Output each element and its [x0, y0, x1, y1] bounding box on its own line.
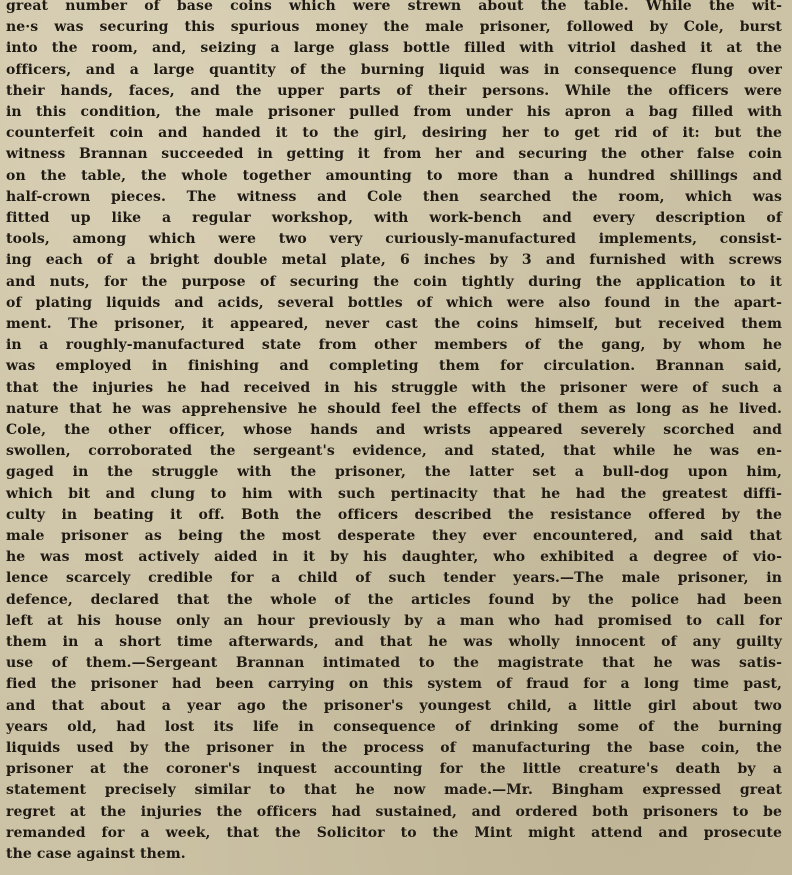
text-line: was employed in finishing and completing them for circulation. Brannan said, [6, 358, 782, 375]
text-line: lence scarcely credible for a child of such tender years.—The male prisoner, in [6, 570, 782, 587]
text-line: nature that he was apprehensive he should feel the effects of them as long as he lived. [6, 400, 782, 417]
text-line: witness Brannan succeeded in getting it from her and securing the other false coin [6, 146, 782, 163]
text-line: fitted up like a regular workshop, with work-bench and every description of [6, 210, 782, 226]
text-line: statement precisely similar to that he now made.—Mr. Bingham expressed great [6, 782, 782, 799]
text-line: of plating liquids and acids, several bottles of which were also found in the apart- [6, 294, 782, 311]
text-line: half-crown pieces. The witness and Cole then searched the room, which was [6, 188, 782, 205]
text-line: regret at the injuries the officers had sustained, and ordered both prisoners to be [6, 803, 782, 820]
text-line: counterfeit coin and handed it to the girl, desiring her to get rid of it: but the [6, 125, 782, 142]
text-line: that the injuries he had received in his struggle with the prisoner were of such a [6, 379, 782, 396]
text-line: prisoner at the coroner's inquest accounting for the little creature's death by a [6, 761, 782, 778]
text-line: he was most actively aided in it by his daughter, who exhibited a degree of vio- [6, 549, 782, 566]
text-line: and nuts, for the purpose of securing the coin tightly during the application to it [6, 273, 782, 290]
article-column [6, 0, 782, 875]
text-line: and that about a year ago the prisoner's youngest child, a little girl about two [6, 697, 782, 714]
text-line: defence, declared that the whole of the articles found by the police had been [6, 591, 782, 608]
text-line: in a roughly-manufactured state from other members of the gang, by whom he [6, 337, 782, 354]
text-line: officers, and a large quantity of the burning liquid was in consequence flung over [6, 61, 782, 78]
text-line: Cole, the other officer, whose hands and wrists appeared severely scorched and [6, 422, 782, 438]
text-line: tools, among which were two very curiously-manufactured implements, consist- [6, 231, 782, 248]
text-line: use of them.—Sergeant Brannan intimated to the magistrate that he was satis- [6, 655, 782, 672]
text-line: ment. The prisoner, it appeared, never cast the coins himself, but received them [6, 316, 782, 332]
text-line: fied the prisoner had been carrying on this system of fraud for a long time past, [6, 676, 782, 693]
text-line: left at his house only an hour previously by a man who had promised to call for [6, 612, 782, 629]
text-line: which bit and clung to him with such pertinacity that he had the greatest diffi- [6, 485, 782, 502]
text-line: gaged in the struggle with the prisoner, the latter set a bull-dog upon him, [6, 464, 782, 481]
text-line: remanded for a week, that the Solicitor to the Mint might attend and prosecute [6, 824, 782, 841]
text-line: culty in beating it off. Both the officers described the resistance offered by the [6, 506, 782, 523]
text-line: in this condition, the male prisoner pulled from under his apron a bag filled with [6, 104, 782, 120]
text-line: their hands, faces, and the upper parts of their persons. While the officers were [6, 82, 782, 99]
text-line: them in a short time afterwards, and that he was wholly innocent of any guilty [6, 634, 782, 650]
text-line: on the table, the whole together amounting to more than a hundred shillings and [6, 167, 782, 184]
text-line: great number of base coins which were strewn about the table. While the wit- [6, 0, 782, 14]
text-line: liquids used by the prisoner in the process of manufacturing the base coin, the [6, 740, 782, 756]
text-line: ing each of a bright double metal plate, 6 inches by 3 and furnished with screws [6, 252, 782, 269]
text-line: male prisoner as being the most desperate they ever encountered, and said that [6, 528, 782, 544]
text-line: years old, had lost its life in consequence of drinking some of the burning [6, 718, 782, 735]
text-line: the case against them. [6, 846, 186, 862]
text-line: into the room, and, seizing a large glass bottle filled with vitriol dashed it at the [6, 40, 782, 57]
text-line: ne·s was securing this spurious money the male prisoner, followed by Cole, burst [6, 19, 782, 36]
text-line: swollen, corroborated the sergeant's evidence, and stated, that while he was en- [6, 443, 782, 460]
